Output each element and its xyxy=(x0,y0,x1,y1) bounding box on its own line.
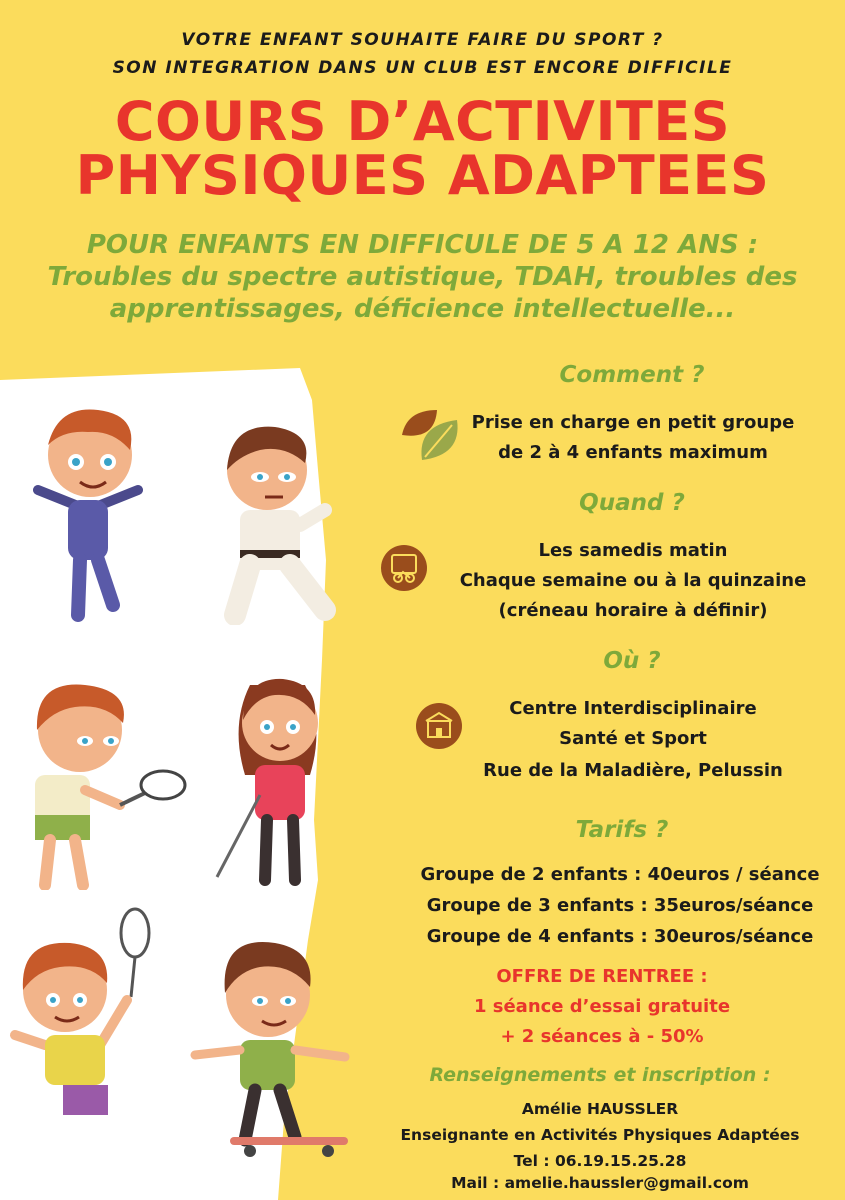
comment-line-2: de 2 à 4 enfants maximum xyxy=(498,442,768,463)
ou-line-1: Centre Interdisciplinaire xyxy=(509,698,757,719)
quand-line-1: Les samedis matin xyxy=(538,540,728,561)
contact-email: Mail : amelie.haussler@gmail.com xyxy=(451,1174,749,1192)
heading-ou: Où ? xyxy=(603,648,661,674)
kid-badminton-illustration xyxy=(5,905,160,1130)
offer-title: OFFRE DE RENTREE : xyxy=(496,966,708,987)
heading-quand: Quand ? xyxy=(579,490,685,516)
bike-map-icon xyxy=(381,545,427,591)
subtitle-line-2: Troubles du spectre autistique, TDAH, troubles des xyxy=(47,262,798,292)
offer-line-2: 1 séance d’essai gratuite xyxy=(473,996,731,1017)
contact-name: Amélie HAUSSLER xyxy=(521,1100,679,1118)
kid-stretching-illustration xyxy=(18,400,158,625)
heading-comment: Comment ? xyxy=(559,362,705,388)
kid-skateboard-illustration xyxy=(190,925,355,1160)
ou-line-3: Rue de la Maladière, Pelussin xyxy=(483,760,783,781)
kid-tennis-illustration xyxy=(15,675,190,890)
subtitle-line-1: POUR ENFANTS EN DIFFICULE DE 5 A 12 ANS : xyxy=(86,230,759,260)
offer-line-3: + 2 séances à - 50% xyxy=(500,1026,704,1047)
kid-karate-illustration xyxy=(205,415,345,625)
subtitle-line-3: apprentissages, déficience intellectuelle... xyxy=(109,294,736,324)
page-title-line-1: COURS D’ACTIVITES xyxy=(114,90,731,153)
contact-phone: Tel : 06.19.15.25.28 xyxy=(513,1152,687,1170)
ou-line-2: Santé et Sport xyxy=(559,728,707,749)
intro-line-1: VOTRE ENFANT SOUHAITE FAIRE DU SPORT ? xyxy=(181,30,664,50)
comment-line-1: Prise en charge en petit groupe xyxy=(471,412,795,433)
contact-heading: Renseignements et inscription : xyxy=(429,1064,771,1086)
tarif-item: Groupe de 4 enfants : 30euros/séance xyxy=(426,926,814,947)
page-title-line-2: PHYSIQUES ADAPTEES xyxy=(75,144,770,207)
tarif-item: Groupe de 3 enfants : 35euros/séance xyxy=(426,895,814,916)
tarif-item: Groupe de 2 enfants : 40euros / séance xyxy=(420,864,820,885)
quand-line-3: (créneau horaire à définir) xyxy=(498,600,768,621)
contact-role: Enseignante en Activités Physiques Adaptées xyxy=(400,1126,800,1144)
kid-golf-illustration xyxy=(205,665,335,890)
intro-line-2: SON INTEGRATION DANS UN CLUB EST ENCORE DIFFICILE xyxy=(112,58,733,78)
quand-line-2: Chaque semaine ou à la quinzaine xyxy=(459,570,807,591)
heading-tarifs: Tarifs ? xyxy=(575,817,669,843)
